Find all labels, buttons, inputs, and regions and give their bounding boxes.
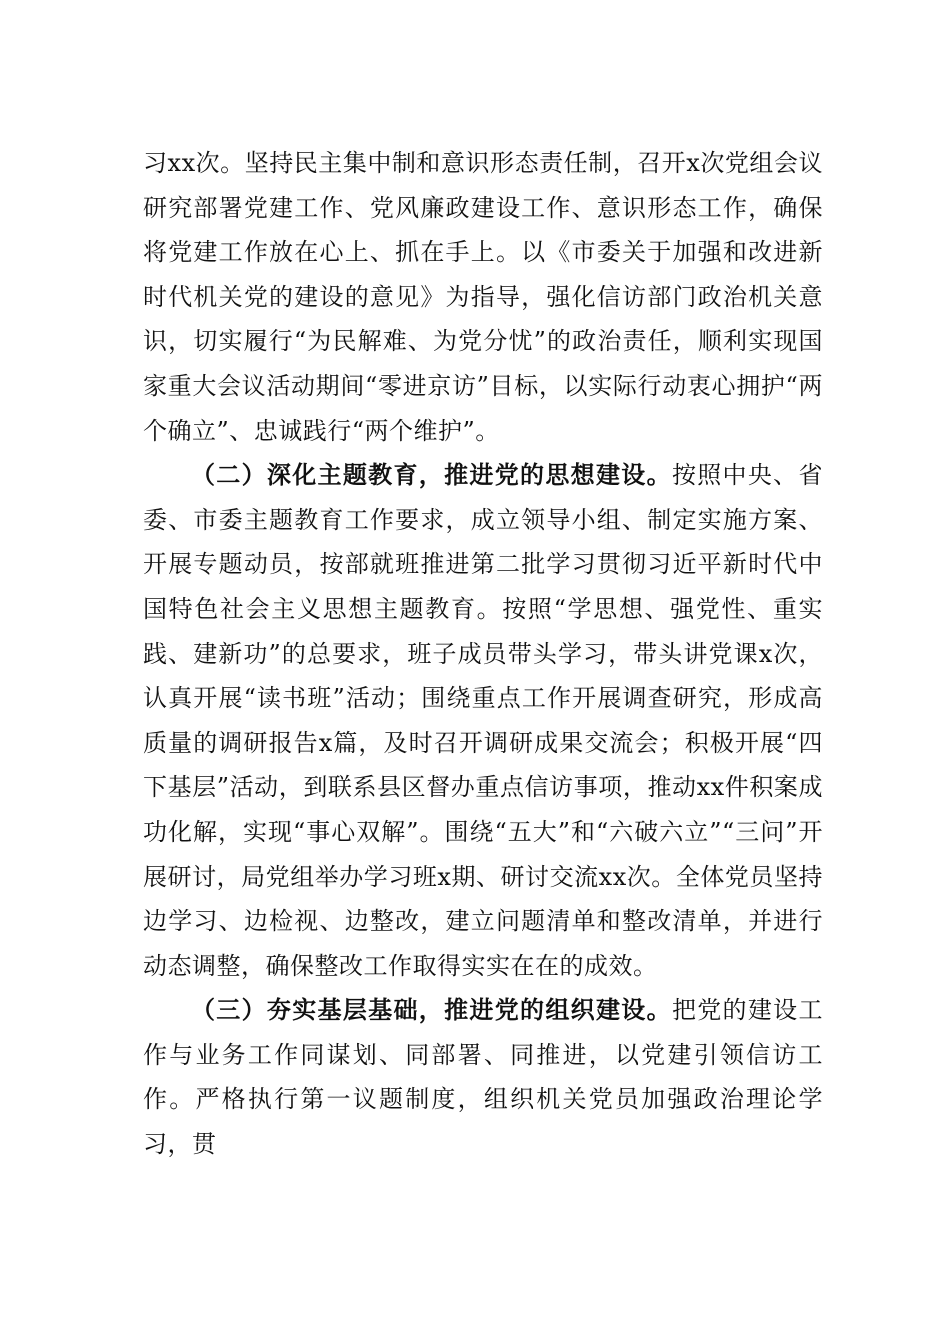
paragraph-1 — [143, 141, 823, 453]
paragraph-3 — [143, 988, 823, 1166]
paragraph-1-text: 习xx次。坚持民主集中制和意识形态责任制，召开x次党组会议研究部署党建工作、党风廉政建设工作、意识形态工作，确保将党建工作放在心上、抓在手上。以《市委关于加强和改进新时代机关党的建设的意见》为指导，强化信访部门政治机关意识，切实履行“为民解难、为党分忧”的政治责任，顺利实现国家重大会议活动期间“零进京访”目标，以实际行动衷心拥护“两个确立”、忠诚践行“两个维护”。 — [143, 149, 823, 445]
section-heading-3: （三）夯实基层基础，推进党的组织建设。 — [191, 995, 672, 1025]
paragraph-2 — [143, 453, 823, 988]
section-heading-2: （二）深化主题教育，推进党的思想建设。 — [191, 460, 672, 490]
paragraph-3-text: 把党的建设工作与业务工作同谋划、同部署、同推进，以党建引领信访工作。严格执行第一议题制度，组织机关党员加强政治理论学习，贯 — [143, 996, 823, 1159]
document-body — [143, 141, 823, 1167]
paragraph-2-text: 按照中央、省委、市委主题教育工作要求，成立领导小组、制定实施方案、开展专题动员，按部就班推进第二批学习贯彻习近平新时代中国特色社会主义思想主题教育。按照“学思想、强党性、重实践、建新功”的总要求，班子成员带头学习，带头讲党课x次，认真开展“读书班”活动；围绕重点工作开展调查研究，形成高质量的调研报告x篇，及时召开调研成果交流会；积极开展“四下基层”活动，到联系县区督办重点信访事项，推动xx件积案成功化解，实现“事心双解”。围绕“五大”和“六破六立”“三问”开展研讨，局党组举办学习班x期、研讨交流xx次。全体党员坚持边学习、边检视、边整改，建立问题清单和整改清单，并进行动态调整，确保整改工作取得实实在在的成效。 — [143, 461, 823, 980]
